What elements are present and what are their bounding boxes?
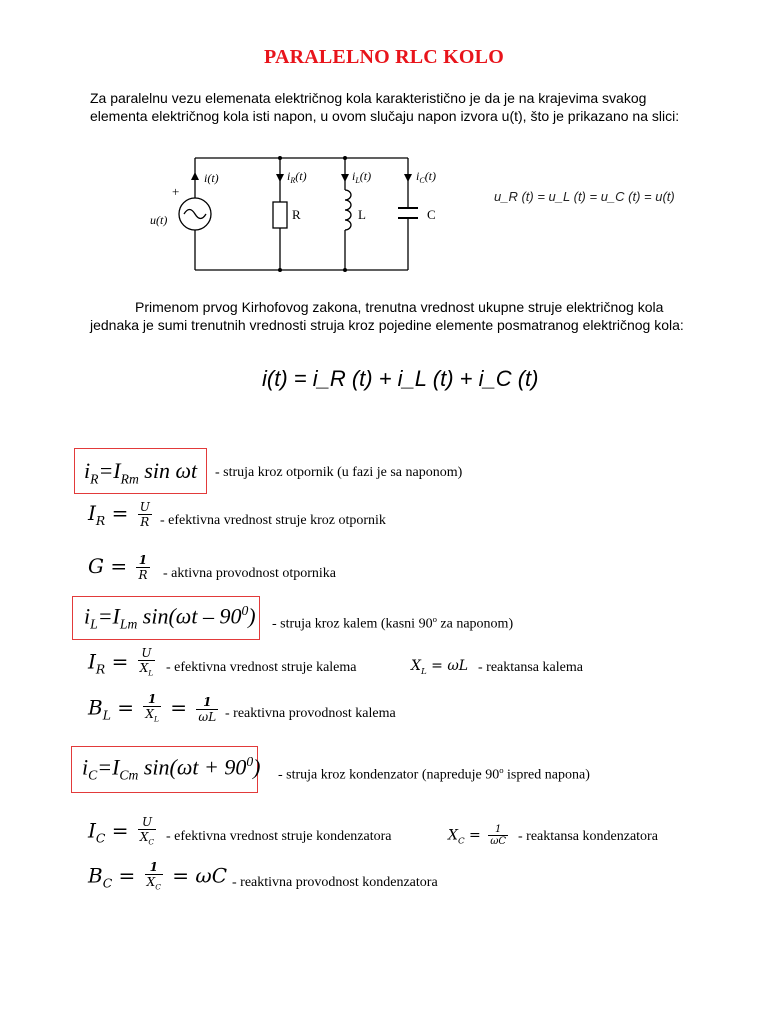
- label-r: R: [292, 207, 301, 222]
- ir-rms-description: - efektivna vrednost struje kroz otpornik: [160, 513, 386, 528]
- label-plus: +: [172, 184, 180, 199]
- arrow-down-icon: [341, 174, 349, 182]
- page-title: PARALELNO RLC KOLO: [264, 46, 504, 68]
- arrow-up-icon: [191, 172, 199, 180]
- ic-rms-description: - efektivna vrednost struje kondenzatora: [166, 829, 392, 844]
- ir-formula: $i_R=I_{Rm}$ sin ωt: [84, 458, 198, 487]
- g-description: - aktivna provodnost otpornika: [163, 566, 337, 581]
- inductor-symbol: [345, 190, 351, 230]
- resistor-symbol: [273, 202, 287, 228]
- ic-description: - struja kroz kondenzator (napreduje 90$^o$ ispred napona): [278, 765, 590, 783]
- intro-paragraph: [90, 89, 679, 125]
- arrow-down-icon: [404, 174, 412, 182]
- kirchhoff-line-2: jednaka je sumi trenutnih vrednosti struja kroz pojedine elemente posmatranog električnog kola:: [90, 317, 684, 333]
- il-rms-description: - efektivna vrednost struje kalema: [166, 660, 357, 675]
- kirchhoff-line-1: Primenom prvog Kirhofovog zakona, trenutna vrednost ukupne struje električnog kola: [135, 299, 664, 315]
- bl-formula: $B_L$ = $\frac{1}{X_L}$ = $\frac{1}{\omega L}$: [88, 692, 217, 724]
- bc-description: - reaktivna provodnost kondenzatora: [232, 875, 438, 890]
- ic-formula: $i_C=I_{Cm}$ $\sin(\omega t + 90^0)$: [82, 754, 261, 783]
- kirchhoff-equation: i(t) = i_R (t) + i_L (t) + i_C (t): [262, 366, 539, 391]
- il-description: - struja kroz kalem (kasni 90$^o$ za naponom): [272, 614, 514, 632]
- il-rms-formula: $I_R$ = $\frac{U}{X_L}$: [88, 646, 154, 678]
- ir-description: - struja kroz otpornik (u fazi je sa naponom): [215, 465, 463, 480]
- arrow-down-icon: [276, 174, 284, 182]
- label-source-voltage: u(t): [150, 213, 168, 227]
- label-l: L: [358, 207, 366, 222]
- xl-description: - reaktansa kalema: [478, 660, 583, 675]
- ir-rms-formula: $I_R$ = $\frac{U}{R}$: [88, 500, 150, 529]
- label-c: C: [427, 207, 436, 222]
- label-i-r: $i_R(t)$: [287, 169, 307, 185]
- voltage-equation: u_R (t) = u_L (t) = u_C (t) = u(t): [494, 189, 675, 204]
- bl-description: - reaktivna provodnost kalema: [225, 706, 396, 721]
- il-formula: $i_L=I_{Lm}$ $\sin(\omega t - 90^0)$: [84, 603, 256, 632]
- kirchhoff-paragraph: [90, 298, 684, 334]
- xl-formula: $X_L = \omega L$: [411, 658, 469, 677]
- g-formula: G = $\frac{1}{R}$: [88, 553, 148, 582]
- bc-formula: $B_C$ = $\frac{1}{X_C}$ = ωC: [88, 860, 228, 892]
- xc-description: - reaktansa kondenzatora: [518, 829, 658, 844]
- intro-line-2: elementa električnog kola isti napon, u ovom slučaju napon izvora u(t), što je prikazano na slici:: [90, 108, 680, 124]
- intro-line-1: Za paralelnu vezu elemenata električnog kola karakteristično je da je na krajevima svakog: [90, 90, 647, 106]
- parallel-rlc-circuit-diagram: [140, 150, 460, 280]
- label-i-c: $i_C(t)$: [416, 169, 437, 185]
- label-i-total: i(t): [204, 171, 219, 185]
- xc-formula: $X_C$ = $\frac{1}{\omega C}$: [448, 824, 507, 847]
- label-i-l: $i_L(t)$: [352, 169, 372, 185]
- ic-rms-formula: $I_C$ = $\frac{U}{X_C}$: [88, 815, 155, 847]
